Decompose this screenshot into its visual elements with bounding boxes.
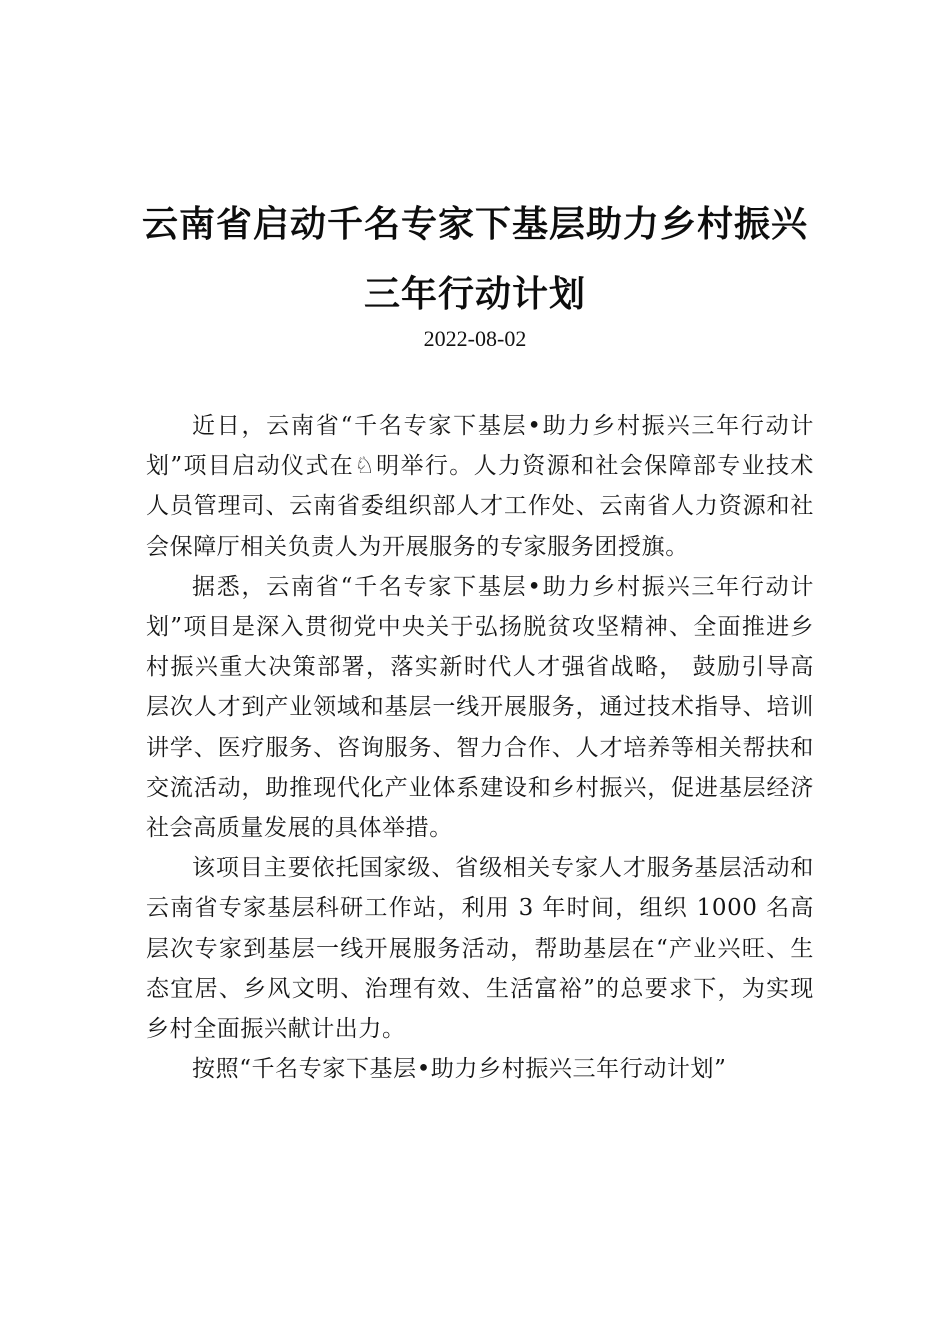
article-body [146, 406, 814, 1089]
paragraph: 近日，云南省“千名专家下基层•助力乡村振兴三年行动计划”项目启动仪式在♘明举行。人力资源和社会保障部专业技术人员管理司、云南省委组织部人才工作处、云南省人力资源和社会保障厅相关负责人为开展服务的专家服务团授旗。 [146, 413, 814, 560]
document-title-line-2: 三年行动计划 [363, 274, 586, 315]
paragraph: 按照“千名专家下基层•助力乡村振兴三年行动计划” [192, 1056, 727, 1083]
paragraph: 该项目主要依托国家级、省级相关专家人才服务基层活动和云南省专家基层科研工作站，利用 3 年时间，组织 1000 名高层次专家到基层一线开展服务活动，帮助基层在“产业兴旺、生态宜居、乡风文明、治理有效、生活富裕”的总要求下，为实现乡村全面振兴献计出力。 [146, 855, 814, 1043]
document-title-line-1: 云南省启动千名专家下基层助力乡村振兴 [141, 204, 808, 245]
publish-date: 2022-08-02 [423, 326, 527, 351]
paragraph: 据悉，云南省“千名专家下基层•助力乡村振兴三年行动计划”项目是深入贯彻党中央关于弘扬脱贫攻坚精神、全面推进乡村振兴重大决策部署，落实新时代人才强省战略， 鼓励引导高层次人才到产业领域和基层一线开展服务，通过技术指导、培训讲学、医疗服务、咨询服务、智力合作、人才培养等相关帮扶和交流活动，助推现代化产业体系建设和乡村振兴，促进基层经济社会高质量发展的具体举措。 [146, 573, 814, 842]
